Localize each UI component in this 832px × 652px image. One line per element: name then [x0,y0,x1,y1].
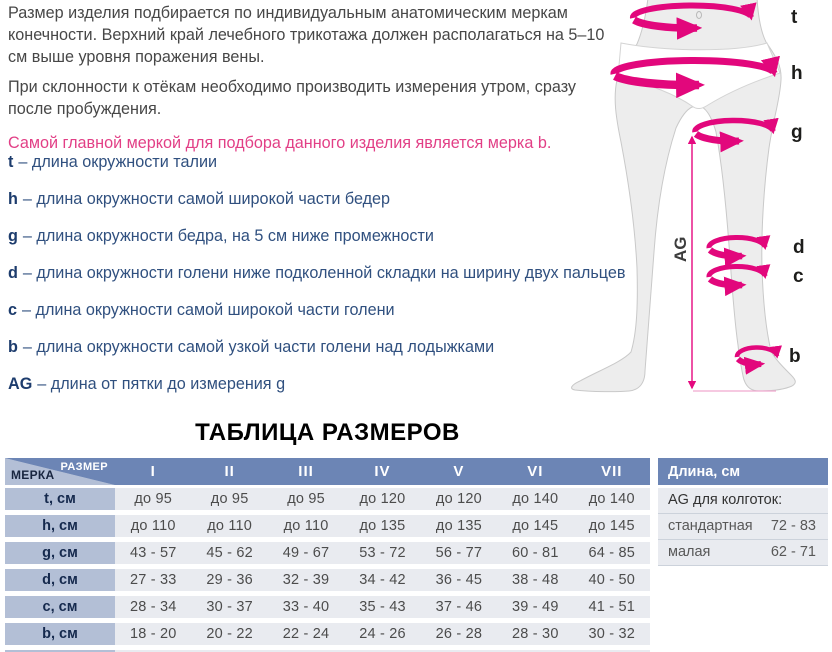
measure-item-t [8,151,625,188]
size-table [5,458,650,652]
table-cell: 24 - 26 [344,623,420,645]
measure-item-AG [8,373,625,410]
table-cell: до 110 [268,515,344,537]
intro-paragraph-2: При склонности к отёкам необходимо производить измерения утром, сразу после пробуждения. [8,78,577,118]
table-cell: 18 - 20 [115,623,191,645]
column-header-I: I [150,463,156,480]
measure-key: t [8,153,14,171]
table-cell: до 145 [497,515,573,537]
figure-label-c: c [793,266,804,287]
measure-key: d [8,264,18,282]
column-header-III: III [298,463,314,480]
measure-key: AG [8,375,33,393]
measure-key: h [8,190,18,208]
row-label: d, см [5,569,115,591]
intro-paragraph-1: Размер изделия подбирается по индивидуальным анатомическим меркам конечности. Верхний край лечебного трикотажа должен располагаться на 5–10 см выше уровня поражения вены. [8,4,605,66]
intro-highlight: Самой главной меркой для подбора данного изделия является мерка b. [8,134,552,152]
table-cell: 37 - 46 [421,596,497,618]
measure-item-b [8,336,625,373]
row-label: c, см [5,596,115,618]
table-cell: 34 - 42 [344,569,420,591]
table-cell: 60 - 81 [497,542,573,564]
size-table-corner-cell [5,458,115,485]
size-table-body [5,488,650,652]
length-panel-row [658,540,828,566]
size-table-title: ТАБЛИЦА РАЗМЕРОВ [195,419,460,446]
measure-key: g [8,227,18,245]
measure-item-h [8,188,625,225]
table-cell: 28 - 30 [497,623,573,645]
measure-description: – длина от пятки до измерения g [37,375,286,393]
table-cell: 40 - 50 [574,569,650,591]
length-row-value: 62 - 71 [770,544,816,560]
length-panel-body [658,488,828,566]
table-cell: 26 - 28 [421,623,497,645]
table-row [5,596,650,618]
table-row [5,542,650,564]
measure-item-g [8,225,625,262]
table-cell: до 110 [115,515,191,537]
row-label: g, см [5,542,115,564]
table-cell: до 95 [268,488,344,510]
length-row-value: 72 - 83 [770,518,816,534]
table-cell: 27 - 33 [115,569,191,591]
row-label: t, см [5,488,115,510]
table-cell: 22 - 24 [268,623,344,645]
measure-key: b [8,338,18,356]
table-cell: до 95 [115,488,191,510]
table-cell: 41 - 51 [574,596,650,618]
table-cell: 30 - 32 [574,623,650,645]
table-cell: до 140 [497,488,573,510]
column-header-VII: VII [601,463,623,480]
legs-measurement-figure [560,0,832,400]
size-table-header [5,458,650,485]
table-cell: до 145 [574,515,650,537]
figure-label-d: d [793,237,805,258]
row-label: b, см [5,623,115,645]
table-cell: до 120 [421,488,497,510]
table-cell: 38 - 48 [497,569,573,591]
measure-description: – длина окружности самой широкой части бедер [22,190,391,208]
table-cell: до 120 [344,488,420,510]
figure-label-t: t [791,7,798,28]
measure-item-c [8,299,625,336]
figure-label-g: g [791,122,803,143]
measure-description: – длина окружности самой узкой части голени над лодыжками [22,338,495,356]
table-cell: 49 - 67 [268,542,344,564]
length-panel-header: Длина, см [658,458,828,485]
measure-definition-list [8,151,625,410]
figure-labels [789,7,805,367]
measure-description: – длина окружности самой широкой части голени [22,301,395,319]
table-cell: до 140 [574,488,650,510]
figure-label-h: h [791,63,803,84]
table-cell: 20 - 22 [191,623,267,645]
table-cell: 28 - 34 [115,596,191,618]
figure-label-b: b [789,346,801,367]
length-panel [658,458,828,566]
table-row [5,515,650,537]
table-cell: 56 - 77 [421,542,497,564]
table-cell: до 135 [421,515,497,537]
measure-description: – длина окружности бедра, на 5 см ниже промежности [22,227,434,245]
table-cell: 29 - 36 [191,569,267,591]
table-cell: 35 - 43 [344,596,420,618]
table-row [5,488,650,510]
table-cell: 32 - 39 [268,569,344,591]
corner-label-size: РАЗМЕР [60,461,108,473]
ag-label: AG [671,236,690,262]
intro-text-block [8,2,610,162]
column-header-II: II [224,463,235,480]
table-cell: 45 - 62 [191,542,267,564]
column-header-VI: VI [527,463,544,480]
length-row-label: малая [668,544,711,560]
table-row [5,569,650,591]
table-cell: 43 - 57 [115,542,191,564]
corner-label-measure: МЕРКА [11,468,55,482]
column-header-IV: IV [374,463,391,480]
measure-description: – длина окружности талии [18,153,218,171]
row-label: h, см [5,515,115,537]
length-panel-row [658,514,828,540]
navel-mark [697,12,702,19]
table-cell: до 110 [191,515,267,537]
table-cell: 53 - 72 [344,542,420,564]
measure-item-d [8,262,625,299]
table-cell: 36 - 45 [421,569,497,591]
measure-description: – длина окружности голени ниже подколенной складки на ширину двух пальцев [22,264,626,282]
length-row-label: стандартная [668,518,753,534]
table-cell: 64 - 85 [574,542,650,564]
column-header-V: V [453,463,465,480]
table-cell: 30 - 37 [191,596,267,618]
measure-key: c [8,301,18,319]
table-cell: до 135 [344,515,420,537]
table-cell: 39 - 49 [497,596,573,618]
table-row [5,623,650,645]
table-cell: до 95 [191,488,267,510]
table-cell: 33 - 40 [268,596,344,618]
length-panel-subheader: AG для колготок: [658,488,828,514]
